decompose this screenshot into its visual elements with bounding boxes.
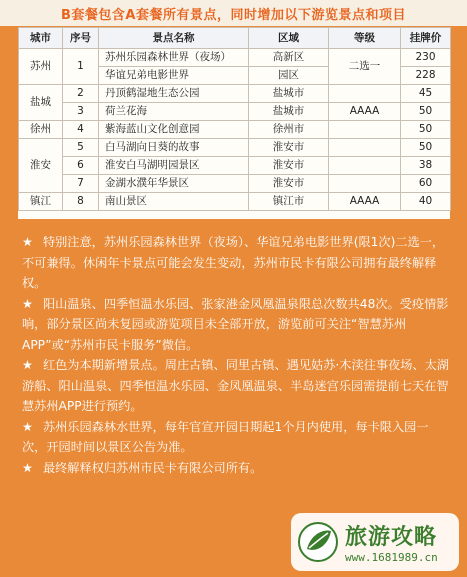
star-icon: ★ (22, 358, 33, 372)
star-icon: ★ (22, 235, 33, 249)
city-cell: 镇江 (19, 193, 63, 211)
level-cell (329, 85, 401, 103)
area-cell: 盐城市 (249, 103, 329, 121)
price-cell: 50 (401, 139, 451, 157)
leaf-logo-icon (297, 521, 339, 563)
number-cell: 5 (63, 139, 99, 157)
column-header: 挂牌价 (401, 28, 451, 49)
number-cell: 4 (63, 121, 99, 139)
star-icon: ★ (22, 460, 33, 475)
table-row (19, 139, 451, 157)
column-header: 等级 (329, 28, 401, 49)
column-header: 序号 (63, 28, 99, 49)
price-cell: 60 (401, 175, 451, 193)
watermark-text (345, 520, 438, 564)
note-paragraph (22, 458, 449, 479)
column-header: 城市 (19, 28, 63, 49)
attraction-name-cell: 苏州乐园森林世界（夜场） (99, 49, 249, 67)
note-paragraph (22, 417, 449, 458)
price-cell: 228 (401, 67, 451, 85)
price-cell: 230 (401, 49, 451, 67)
watermark-url: www.1681989.cn (345, 551, 438, 564)
attraction-name-cell: 荷兰花海 (99, 103, 249, 121)
note-text: 苏州乐园森林水世界，每年官宣开园日期起1个月内使用，每卡限入园一次，开园时间以景区公告为准。 (22, 419, 429, 454)
area-cell: 淮安市 (249, 157, 329, 175)
area-cell: 徐州市 (249, 121, 329, 139)
table-header-row (19, 28, 451, 49)
page-header (0, 0, 467, 26)
table-row (19, 103, 451, 121)
attraction-name-cell: 金湖水濮年华景区 (99, 175, 249, 193)
level-cell: AAAA (329, 193, 401, 211)
level-cell (329, 157, 401, 175)
table-row (19, 193, 451, 211)
note-paragraph (22, 355, 449, 417)
price-cell: 45 (401, 85, 451, 103)
area-cell: 镇江市 (249, 193, 329, 211)
city-cell: 苏州 (19, 49, 63, 85)
area-cell: 园区 (249, 67, 329, 85)
note-text: 特别注意，苏州乐园森林世界（夜场）、华谊兄弟电影世界(限1次)二选一，不可兼得。休闲年卡景点可能会发生变动，苏州市民卡有限公司拥有最终解释权。 (22, 235, 445, 290)
table-row (19, 157, 451, 175)
note-paragraph (22, 294, 449, 356)
note-text: 最终解释权归苏州市民卡有限公司所有。 (42, 460, 263, 475)
number-cell: 1 (63, 49, 99, 85)
table-row (19, 121, 451, 139)
price-cell: 40 (401, 193, 451, 211)
table-row (19, 175, 451, 193)
attraction-name-cell: 紫海蓝山文化创意园 (99, 121, 249, 139)
attraction-name-cell: 丹顶鹤湿地生态公园 (99, 85, 249, 103)
column-header: 区域 (249, 28, 329, 49)
header-title: B套餐包含A套餐所有景点，同时增加以下游览景点和项目 (61, 7, 406, 23)
level-cell: AAAA (329, 103, 401, 121)
attraction-name-cell: 白马湖向日葵的故事 (99, 139, 249, 157)
column-header: 景点名称 (99, 28, 249, 49)
area-cell: 高新区 (249, 49, 329, 67)
city-cell: 盐城 (19, 85, 63, 121)
city-cell: 徐州 (19, 121, 63, 139)
number-cell: 6 (63, 157, 99, 175)
site-watermark (291, 513, 459, 571)
note-text: 红色为本期新增景点。周庄古镇、同里古镇、遇见姑苏·木渎往事夜场、太湖游船、阳山温泉、四季恒温水乐园、金凤凰温泉、半岛迷宫乐园需提前七天在智慧苏州APP进行预约。 (22, 358, 449, 413)
table-row (19, 85, 451, 103)
level-cell: 二选一 (329, 49, 401, 85)
number-cell: 2 (63, 85, 99, 103)
number-cell: 3 (63, 103, 99, 121)
level-cell (329, 139, 401, 157)
number-cell: 8 (63, 193, 99, 211)
attraction-name-cell: 华谊兄弟电影世界 (99, 67, 249, 85)
note-paragraph (22, 232, 449, 294)
area-cell: 盐城市 (249, 85, 329, 103)
star-icon: ★ (22, 419, 33, 434)
note-text: 阳山温泉、四季恒温水乐园、张家港金凤凰温泉限总次数共48次。受疫情影响，部分景区尚未复园或游览项目未全部开放，游览前可关注“智慧苏州APP”或“苏州市民卡服务”微信。 (22, 296, 449, 352)
price-cell: 38 (401, 157, 451, 175)
city-cell: 淮安 (19, 139, 63, 193)
attractions-table (18, 27, 450, 219)
notes-section (22, 232, 449, 478)
star-icon: ★ (22, 296, 33, 311)
area-cell: 淮安市 (249, 175, 329, 193)
attraction-name-cell: 淮安白马湖明园景区 (99, 157, 249, 175)
watermark-title: 旅游攻略 (345, 525, 438, 550)
attractions-grid (18, 27, 451, 211)
number-cell: 7 (63, 175, 99, 193)
area-cell: 淮安市 (249, 139, 329, 157)
price-cell: 50 (401, 121, 451, 139)
price-cell: 50 (401, 103, 451, 121)
table-row (19, 49, 451, 67)
level-cell (329, 175, 401, 193)
attraction-name-cell: 南山景区 (99, 193, 249, 211)
level-cell (329, 121, 401, 139)
